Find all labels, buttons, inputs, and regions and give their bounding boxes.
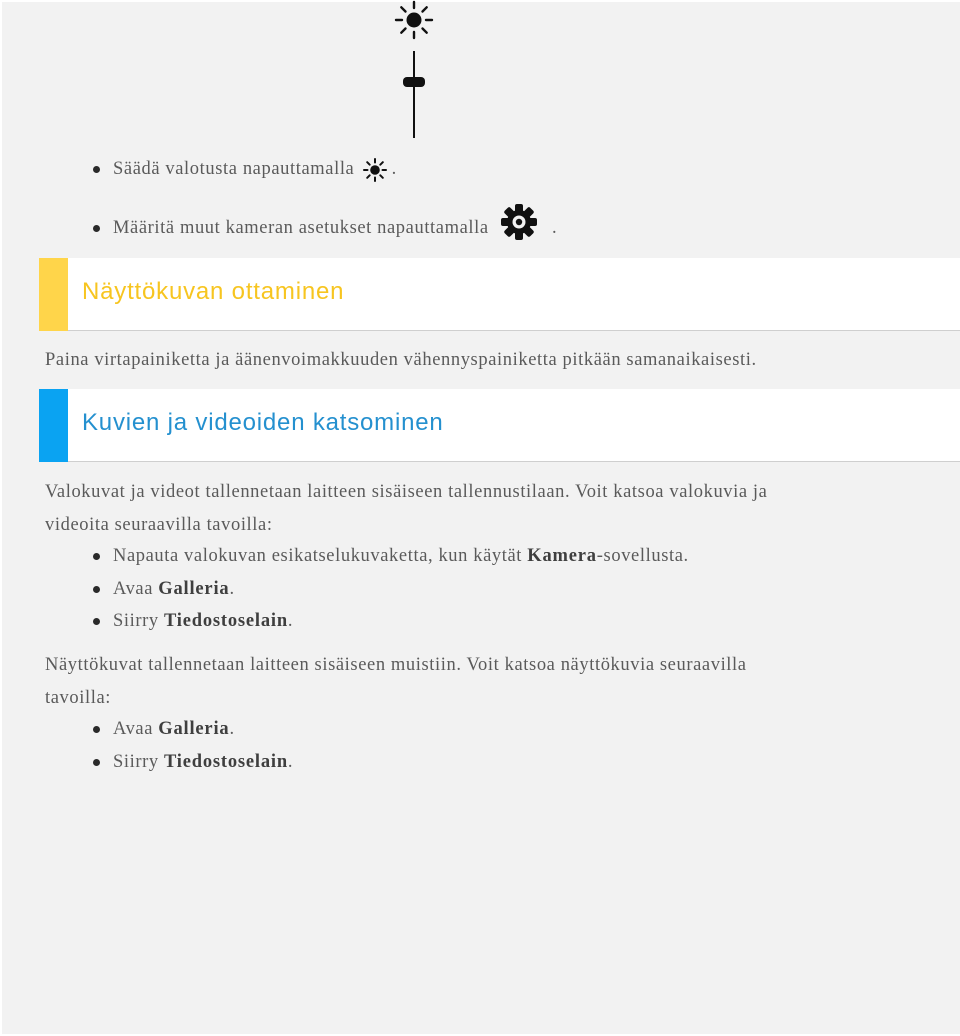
section-header-view-media	[39, 389, 960, 462]
list-item: Avaa Galleria.	[0, 573, 689, 606]
photo-viewing-ways-list	[0, 540, 689, 638]
list-item: Avaa Galleria.	[0, 713, 293, 746]
sun-icon	[362, 157, 388, 183]
sun-icon	[396, 2, 432, 38]
app-name: Kamera	[527, 546, 597, 566]
section-header-screenshot	[39, 258, 960, 331]
camera-tips-list	[0, 153, 557, 245]
list-item: Siirry Tiedostoselain.	[0, 746, 293, 779]
list-item: Määritä muut kameran asetukset napauttamalla .	[0, 212, 557, 245]
screenshot-viewing-ways-list	[0, 713, 293, 778]
section-title: Näyttökuvan ottaminen	[82, 278, 345, 305]
section-accent-bar	[39, 389, 68, 462]
screenshot-instructions: Paina virtapainiketta ja äänenvoimakkuuden vähennyspainiketta pitkään samanaikaisesti.	[45, 350, 757, 370]
list-item: Napauta valokuvan esikatselukuvaketta, kun käytät Kamera-sovellusta.	[0, 540, 689, 573]
list-item: Siirry Tiedostoselain.	[0, 605, 689, 638]
section-title: Kuvien ja videoiden katsominen	[82, 409, 444, 436]
app-name: Galleria	[158, 719, 230, 739]
list-item: Säädä valotusta napauttamalla .	[0, 153, 557, 212]
app-name: Tiedostoselain	[163, 751, 288, 772]
app-name: Tiedostoselain	[163, 611, 288, 631]
section-accent-bar	[39, 258, 68, 331]
screenshots-storage-paragraph: Näyttökuvat tallennetaan laitteen sisäiseen muistiin. Voit katsoa näyttökuvia seuraavilla tavoilla:	[45, 655, 747, 708]
media-storage-paragraph: Valokuvat ja videot tallennetaan laitteen sisäiseen tallennustilaan. Voit katsoa valokuvia ja videoita seuraavilla tavoilla:	[45, 482, 768, 535]
gear-icon	[500, 203, 538, 241]
brightness-slider-illustration	[393, 0, 437, 145]
app-name: Galleria	[158, 578, 230, 599]
slider-handle	[403, 77, 425, 87]
